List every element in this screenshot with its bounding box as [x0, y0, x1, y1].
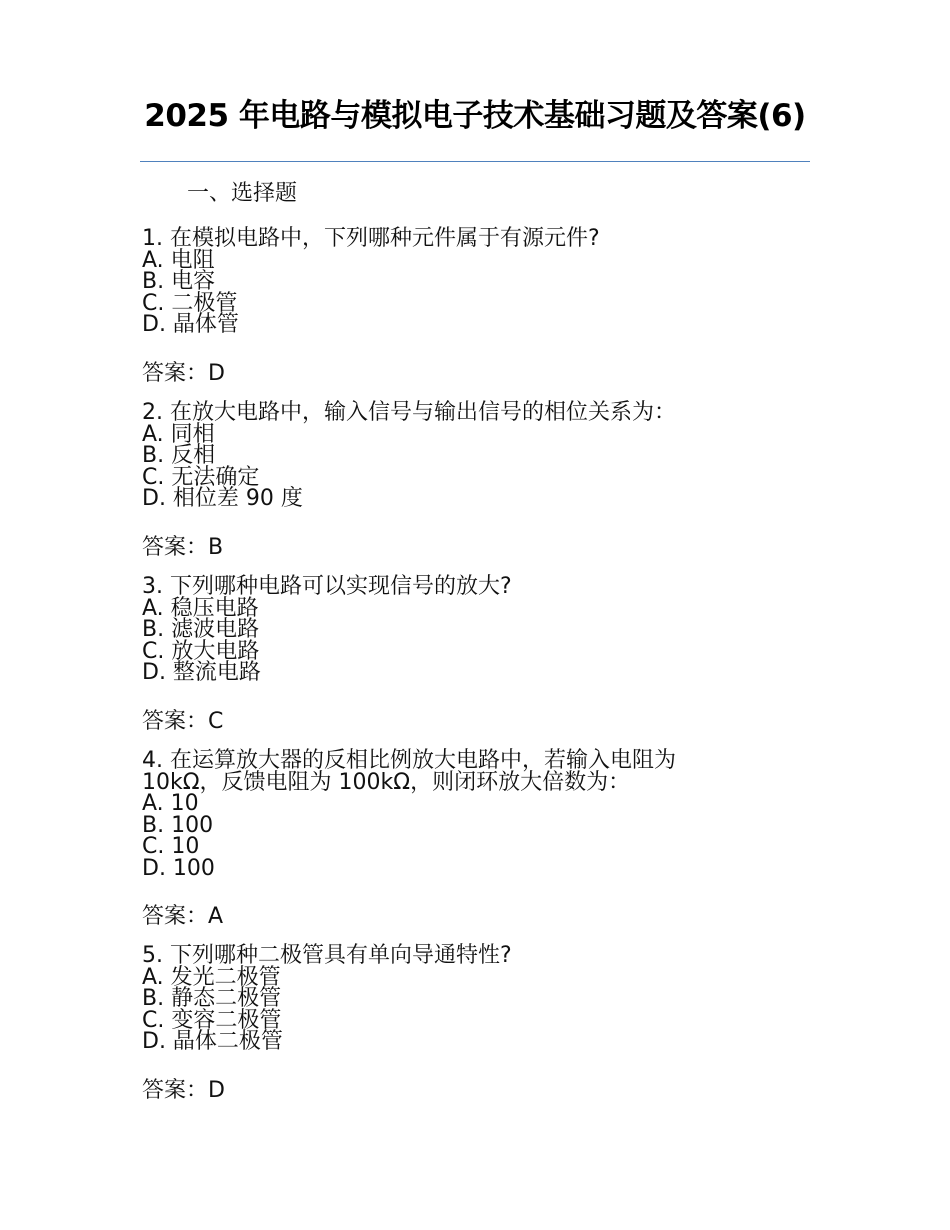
option-c: C. 二极管 [142, 290, 238, 316]
option-b: B. 电容 [142, 269, 216, 294]
section-heading: 一、选择题 [187, 181, 298, 206]
option-b: B. 滤波电路 [142, 617, 260, 642]
option-d: D. 相位差 90 度 [142, 486, 303, 511]
answer: 答案：A [142, 904, 224, 929]
answer: 答案：B [142, 534, 224, 560]
question-5 [142, 945, 782, 1104]
option-a: A. 电阻 [142, 247, 215, 273]
option-a: A. 稳压电路 [142, 595, 259, 621]
question-stem: 3. 下列哪种电路可以实现信号的放大? [142, 574, 512, 599]
option-a: A. 同相 [142, 421, 215, 447]
option-d: D. 晶体二极管 [142, 1029, 283, 1054]
option-a: A. 10 [142, 791, 199, 816]
question-2 [142, 402, 782, 561]
answer: 答案：D [142, 360, 225, 386]
option-c: C. 10 [142, 834, 200, 859]
document-title: 2025 年电路与模拟电子技术基础习题及答案(6) [144, 98, 806, 134]
option-c: C. 变容二极管 [142, 1007, 282, 1033]
question-1 [142, 228, 782, 387]
option-b: B. 100 [142, 812, 214, 838]
option-c: C. 放大电路 [142, 638, 260, 664]
question-stem: 4. 在运算放大器的反相比例放大电路中，若输入电阻为 10kΩ，反馈电阻为 100kΩ，则闭环放大倍数为： [142, 748, 683, 795]
answer: 答案：D [142, 1077, 225, 1103]
option-b: B. 反相 [142, 443, 216, 468]
option-b: B. 静态二极管 [142, 986, 282, 1011]
question-3 [142, 576, 782, 735]
option-d: D. 整流电路 [142, 660, 261, 685]
answer: 答案：C [142, 708, 224, 734]
option-d: D. 晶体管 [142, 312, 239, 337]
option-d: D. 100 [142, 855, 215, 881]
question-stem: 5. 下列哪种二极管具有单向导通特性? [142, 943, 512, 968]
option-c: C. 无法确定 [142, 464, 260, 490]
question-stem: 2. 在放大电路中，输入信号与输出信号的相位关系为： [142, 400, 676, 425]
option-a: A. 发光二极管 [142, 964, 281, 990]
title-divider [140, 161, 810, 162]
question-stem: 1. 在模拟电路中，下列哪种元件属于有源元件? [142, 226, 600, 251]
question-4 [142, 750, 752, 930]
